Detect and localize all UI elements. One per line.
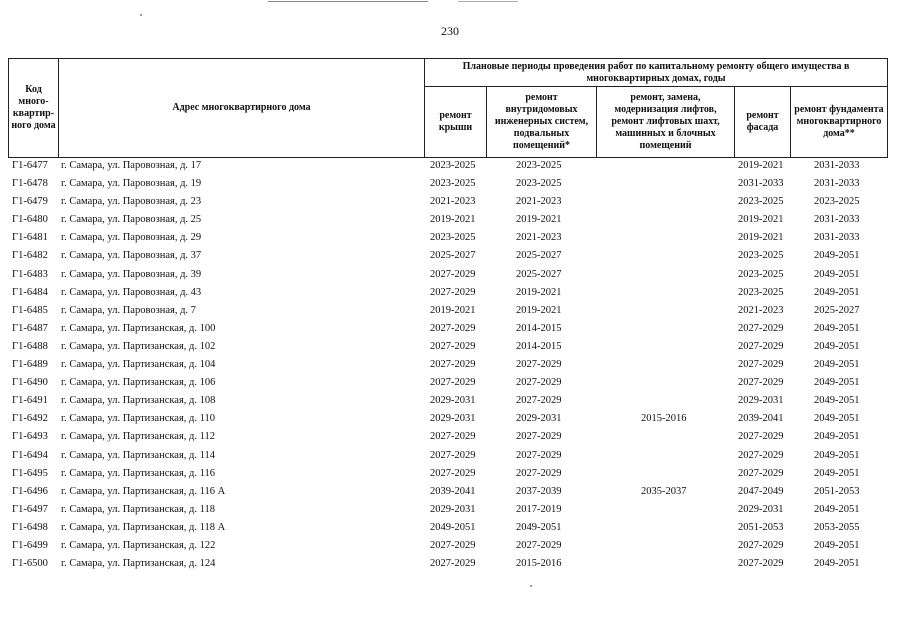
cell-roof: 2027-2029: [430, 431, 476, 443]
cell-roof: 2027-2029: [430, 467, 476, 479]
cell-facade: 2023-2025: [738, 268, 784, 280]
cell-roof: 2027-2029: [430, 359, 476, 371]
cell-facade: 2027-2029: [738, 359, 784, 371]
cell-address: г. Самара, ул. Паровозная, д. 23: [61, 196, 202, 208]
cell-code: Г1-6483: [12, 268, 48, 280]
cell-roof: 2039-2041: [430, 485, 476, 497]
table-row: [8, 176, 888, 194]
cell-roof: 2027-2029: [430, 286, 476, 298]
header-foundation: ремонт фундамента многоквартирного дома**: [794, 104, 884, 139]
header-code: Код много-квартир-ного дома: [9, 59, 59, 157]
cell-roof: 2027-2029: [430, 322, 476, 334]
cell-roof: 2023-2025: [430, 178, 476, 190]
cell-roof: 2027-2029: [430, 377, 476, 389]
cell-foundation: 2049-2051: [814, 431, 860, 443]
cell-address: г. Самара, ул. Партизанская, д. 116: [61, 467, 215, 479]
cell-code: Г1-6499: [12, 539, 48, 551]
cell-address: г. Самара, ул. Паровозная, д. 17: [61, 160, 202, 171]
cell-engineering: 2014-2015: [516, 322, 562, 334]
cell-address: г. Самара, ул. Партизанская, д. 114: [61, 449, 215, 461]
table-row: [8, 393, 888, 411]
cell-foundation: 2049-2051: [814, 359, 860, 371]
cell-engineering: 2025-2027: [516, 268, 562, 280]
cell-engineering: 2027-2029: [516, 539, 562, 551]
cell-engineering: 2037-2039: [516, 485, 562, 497]
cell-foundation: 2049-2051: [814, 467, 860, 479]
cell-engineering: 2021-2023: [516, 232, 562, 244]
cell-code: Г1-6488: [12, 340, 48, 352]
cell-roof: 2049-2051: [430, 521, 476, 533]
table-row: [8, 339, 888, 357]
scan-top-rule-short: [458, 1, 518, 2]
cell-code: Г1-6482: [12, 250, 48, 262]
cell-foundation: 2049-2051: [814, 395, 860, 407]
cell-address: г. Самара, ул. Партизанская, д. 100: [61, 322, 216, 334]
table-row: [8, 429, 888, 447]
cell-roof: 2023-2025: [430, 232, 476, 244]
cell-lift: 2015-2016: [641, 413, 687, 425]
cell-engineering: 2015-2016: [516, 558, 562, 570]
table-row: [8, 484, 888, 502]
table-row: [8, 448, 888, 466]
cell-code: Г1-6490: [12, 377, 48, 389]
table-row: [8, 285, 888, 303]
cell-code: Г1-6484: [12, 286, 48, 298]
cell-address: г. Самара, ул. Партизанская, д. 124: [61, 558, 216, 570]
cell-code: Г1-6496: [12, 485, 48, 497]
header-engineering: ремонт внутридомовых инженерных систем, подвальных помещений*: [487, 87, 597, 157]
cell-foundation: 2049-2051: [814, 449, 860, 461]
table-row: [8, 502, 888, 520]
table-row: [8, 230, 888, 248]
cell-lift: 2035-2037: [641, 485, 687, 497]
table-row: [8, 194, 888, 212]
cell-roof: 2027-2029: [430, 558, 476, 570]
header-address: Адрес многоквартирного дома: [59, 59, 425, 157]
cell-engineering: 2027-2029: [516, 449, 562, 461]
cell-address: г. Самара, ул. Паровозная, д. 29: [61, 232, 202, 244]
cell-code: Г1-6487: [12, 322, 48, 334]
table-row: [8, 538, 888, 556]
cell-facade: 2031-2033: [738, 178, 784, 190]
cell-facade: 2027-2029: [738, 322, 784, 334]
cell-code: Г1-6493: [12, 431, 48, 443]
cell-foundation: 2049-2051: [814, 340, 860, 352]
cell-code: Г1-6481: [12, 232, 48, 244]
cell-facade: 2023-2025: [738, 196, 784, 208]
cell-facade: 2023-2025: [738, 250, 784, 262]
cell-foundation: 2049-2051: [814, 413, 860, 425]
cell-foundation: 2049-2051: [814, 322, 860, 334]
scan-speck: [530, 585, 532, 587]
cell-engineering: 2021-2023: [516, 196, 562, 208]
cell-roof: 2029-2031: [430, 395, 476, 407]
cell-foundation: 2049-2051: [814, 286, 860, 298]
cell-facade: 2029-2031: [738, 395, 784, 407]
table-row: [8, 556, 888, 574]
cell-engineering: 2025-2027: [516, 250, 562, 262]
cell-address: г. Самара, ул. Паровозная, д. 37: [61, 250, 202, 262]
cell-address: г. Самара, ул. Паровозная, д. 43: [61, 286, 202, 298]
cell-code: Г1-6491: [12, 395, 48, 407]
cell-code: Г1-6489: [12, 359, 48, 371]
cell-address: г. Самара, ул. Партизанская, д. 108: [61, 395, 216, 407]
cell-facade: 2027-2029: [738, 558, 784, 570]
header-planned-periods: Плановые периоды проведения работ по капитальному ремонту общего имущества в многоквартирных домах, годы: [425, 59, 887, 87]
cell-engineering: 2023-2025: [516, 160, 562, 171]
cell-code: Г1-6492: [12, 413, 48, 425]
cell-foundation: 2023-2025: [814, 196, 860, 208]
cell-facade: 2047-2049: [738, 485, 784, 497]
header-roof: ремонт крыши: [425, 87, 487, 157]
cell-address: г. Самара, ул. Партизанская, д. 118 А: [61, 521, 226, 533]
cell-facade: 2029-2031: [738, 503, 784, 515]
cell-facade: 2027-2029: [738, 539, 784, 551]
page-number: 230: [441, 24, 459, 38]
cell-engineering: 2019-2021: [516, 286, 562, 298]
cell-address: г. Самара, ул. Паровозная, д. 19: [61, 178, 202, 190]
cell-code: Г1-6494: [12, 449, 48, 461]
cell-facade: 2023-2025: [738, 286, 784, 298]
table-row: [8, 321, 888, 339]
table-row: [8, 375, 888, 393]
cell-engineering: 2029-2031: [516, 413, 562, 425]
table-row: [8, 466, 888, 484]
cell-foundation: 2031-2033: [814, 232, 860, 244]
cell-address: г. Самара, ул. Партизанская, д. 112: [61, 431, 215, 443]
cell-foundation: 2049-2051: [814, 503, 860, 515]
cell-address: г. Самара, ул. Партизанская, д. 102: [61, 340, 216, 352]
cell-engineering: 2027-2029: [516, 431, 562, 443]
cell-roof: 2021-2023: [430, 196, 476, 208]
cell-foundation: 2049-2051: [814, 250, 860, 262]
table-header: [8, 58, 888, 158]
cell-foundation: 2049-2051: [814, 539, 860, 551]
cell-engineering: 2027-2029: [516, 395, 562, 407]
cell-facade: 2039-2041: [738, 413, 784, 425]
cell-address: г. Самара, ул. Партизанская, д. 122: [61, 539, 216, 551]
cell-engineering: 2019-2021: [516, 214, 562, 226]
cell-code: Г1-6497: [12, 503, 48, 515]
cell-roof: 2027-2029: [430, 449, 476, 461]
cell-engineering: 2019-2021: [516, 304, 562, 316]
cell-foundation: 2031-2033: [814, 178, 860, 190]
cell-facade: 2019-2021: [738, 214, 784, 226]
scan-speck: [140, 14, 142, 16]
cell-foundation: 2049-2051: [814, 268, 860, 280]
cell-facade: 2051-2053: [738, 521, 784, 533]
table-row: [8, 248, 888, 266]
cell-foundation: 2031-2033: [814, 160, 860, 171]
cell-facade: 2027-2029: [738, 431, 784, 443]
cell-roof: 2019-2021: [430, 304, 476, 316]
cell-foundation: 2049-2051: [814, 377, 860, 389]
cell-facade: 2027-2029: [738, 377, 784, 389]
cell-foundation: 2051-2053: [814, 485, 860, 497]
cell-address: г. Самара, ул. Партизанская, д. 106: [61, 377, 216, 389]
table-row: [8, 411, 888, 429]
cell-engineering: 2027-2029: [516, 359, 562, 371]
cell-code: Г1-6477: [12, 160, 48, 171]
cell-roof: 2025-2027: [430, 250, 476, 262]
cell-code: Г1-6498: [12, 521, 48, 533]
table-row: [8, 212, 888, 230]
cell-roof: 2027-2029: [430, 539, 476, 551]
cell-address: г. Самара, ул. Партизанская, д. 118: [61, 503, 215, 515]
cell-roof: 2027-2029: [430, 340, 476, 352]
cell-address: г. Самара, ул. Партизанская, д. 104: [61, 359, 216, 371]
cell-code: Г1-6479: [12, 196, 48, 208]
cell-foundation: 2053-2055: [814, 521, 860, 533]
cell-engineering: 2023-2025: [516, 178, 562, 190]
table-row: [8, 357, 888, 375]
cell-facade: 2027-2029: [738, 340, 784, 352]
cell-address: г. Самара, ул. Партизанская, д. 110: [61, 413, 215, 425]
cell-engineering: 2027-2029: [516, 377, 562, 389]
cell-roof: 2019-2021: [430, 214, 476, 226]
cell-address: г. Самара, ул. Партизанская, д. 116 А: [61, 485, 226, 497]
cell-facade: 2021-2023: [738, 304, 784, 316]
cell-code: Г1-6480: [12, 214, 48, 226]
cell-foundation: 2025-2027: [814, 304, 860, 316]
cell-facade: 2027-2029: [738, 467, 784, 479]
header-facade: ремонт фасада: [735, 87, 791, 157]
cell-address: г. Самара, ул. Паровозная, д. 25: [61, 214, 202, 226]
cell-facade: 2019-2021: [738, 232, 784, 244]
header-lift: ремонт, замена, модернизация лифтов, ремонт лифтовых шахт, машинных и блочных помещений: [597, 87, 735, 157]
cell-code: Г1-6500: [12, 558, 48, 570]
cell-roof: 2027-2029: [430, 268, 476, 280]
table-body: [8, 158, 888, 574]
scan-top-rule: [268, 1, 428, 2]
cell-engineering: 2014-2015: [516, 340, 562, 352]
cell-address: г. Самара, ул. Паровозная, д. 7: [61, 304, 196, 316]
cell-engineering: 2027-2029: [516, 467, 562, 479]
cell-roof: 2029-2031: [430, 413, 476, 425]
cell-roof: 2023-2025: [430, 160, 476, 171]
cell-code: Г1-6495: [12, 467, 48, 479]
cell-engineering: 2049-2051: [516, 521, 562, 533]
cell-facade: 2019-2021: [738, 160, 784, 171]
cell-facade: 2027-2029: [738, 449, 784, 461]
cell-code: Г1-6485: [12, 304, 48, 316]
table-row: [8, 267, 888, 285]
table-row: [8, 520, 888, 538]
cell-roof: 2029-2031: [430, 503, 476, 515]
table-row: [8, 303, 888, 321]
table-row: [8, 158, 888, 176]
cell-engineering: 2017-2019: [516, 503, 562, 515]
cell-foundation: 2031-2033: [814, 214, 860, 226]
cell-code: Г1-6478: [12, 178, 48, 190]
cell-foundation: 2049-2051: [814, 558, 860, 570]
cell-address: г. Самара, ул. Паровозная, д. 39: [61, 268, 202, 280]
